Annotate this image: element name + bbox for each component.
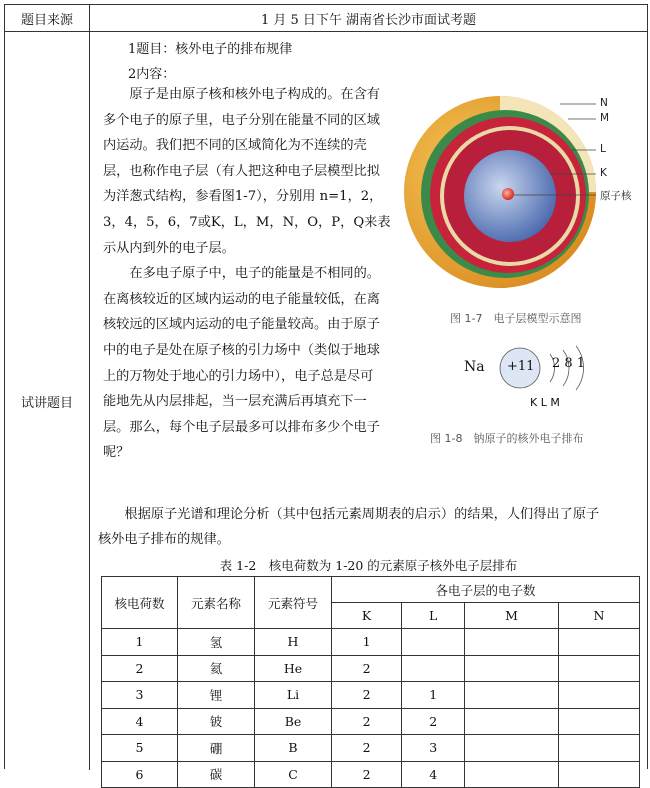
cell-charge: 2 — [102, 655, 178, 682]
cell-name: 铍 — [178, 708, 255, 735]
content-line: 2内容： — [128, 67, 176, 82]
cell-name: 氦 — [178, 655, 255, 682]
para2-line: 核较远的区域内运动的电子能量较高。由于原子 — [103, 317, 380, 333]
label-N: N — [600, 97, 608, 109]
content-cell — [90, 32, 647, 783]
cell-M — [465, 629, 559, 656]
source-value: 1 月 5 日下午 湖南省长沙市面试考题 — [260, 12, 477, 28]
cell-K: 2 — [332, 655, 402, 682]
na-charge: +11 — [507, 359, 535, 374]
para1-line: 为洋葱式结构，参看图1-7），分别用 n=1，2， — [103, 189, 383, 205]
label-K: K — [600, 167, 607, 179]
para1-line: 示从内到外的电子层。 — [103, 240, 235, 256]
section-label: 试讲题目 — [5, 32, 90, 770]
cell-symbol: He — [255, 655, 332, 682]
electron-config-table — [101, 576, 640, 788]
rule-intro-line: 根据原子光谱和理论分析（其中包括元素周期表的启示）的结果，人们得出了原子 — [124, 507, 600, 522]
cell-name: 锂 — [178, 682, 255, 709]
para1-line: 层，也称作电子层（有人把这种电子层模型比拟 — [103, 163, 380, 179]
table-row — [102, 629, 640, 656]
cell-L: 2 — [402, 708, 465, 735]
cell-L: 1 — [402, 682, 465, 709]
para2-line: 中的电子是处在原子核的引力场中（类似于地球 — [103, 342, 380, 358]
para2 — [103, 261, 393, 466]
th-M: M — [465, 603, 559, 629]
na-shell-letters: K L M — [530, 396, 560, 409]
cell-L: 3 — [402, 735, 465, 762]
para1-line: 原子是由原子核和核外电子构成的。在含有 — [129, 87, 380, 102]
para1-line: 内运动。我们把不同的区域简化为不连续的壳 — [103, 138, 367, 154]
na-symbol: Na — [464, 359, 485, 375]
cell-charge: 5 — [102, 735, 178, 762]
table-row — [102, 761, 640, 788]
cell-N — [558, 682, 639, 709]
nucleus — [502, 188, 514, 200]
figure-panel — [400, 82, 645, 452]
cell-name: 氢 — [178, 629, 255, 656]
cell-N — [558, 629, 639, 656]
th-group: 各电子层的电子数 — [332, 577, 640, 603]
cell-M — [465, 735, 559, 762]
cell-M — [465, 761, 559, 788]
cell-M — [465, 682, 559, 709]
cell-K: 2 — [332, 761, 402, 788]
cell-K: 2 — [332, 682, 402, 709]
cell-name: 碳 — [178, 761, 255, 788]
caption-fig-1-7: 图 1-7 电子层模型示意图 — [450, 312, 582, 325]
table-caption: 表 1-2 核电荷数为 1-20 的元素原子核外电子层排布 — [219, 558, 518, 573]
table-row — [102, 735, 640, 762]
table-row — [102, 708, 640, 735]
cell-charge: 4 — [102, 708, 178, 735]
cell-charge: 6 — [102, 761, 178, 788]
para2-line: 层。那么，每个电子层最多可以排布多少个电子 — [103, 419, 380, 435]
para1-line: 多个电子的原子里，电子分别在能量不同的区域 — [103, 112, 380, 128]
th-charge: 核电荷数 — [102, 577, 178, 629]
cell-K: 2 — [332, 735, 402, 762]
para2-line: 在多电子原子中，电子的能量是不相同的。 — [129, 266, 380, 282]
para1 — [103, 82, 393, 261]
cell-L: 4 — [402, 761, 465, 788]
caption-fig-1-8: 图 1-8 钠原子的核外电子排布 — [430, 432, 584, 445]
textbook-paragraphs — [103, 82, 393, 466]
para2-line: 呢？ — [103, 445, 130, 461]
th-symbol: 元素符号 — [255, 577, 332, 629]
cell-M — [465, 708, 559, 735]
cell-K: 1 — [332, 629, 402, 656]
cell-N — [558, 708, 639, 735]
th-N: N — [558, 603, 639, 629]
label-M: M — [600, 112, 610, 124]
cell-symbol: B — [255, 735, 332, 762]
cell-K: 2 — [332, 708, 402, 735]
document-table — [4, 4, 648, 783]
th-K: K — [332, 603, 402, 629]
rule-intro — [98, 502, 643, 552]
cell-symbol: Li — [255, 682, 332, 709]
source-label: 题目来源 — [5, 5, 90, 31]
cell-symbol: Be — [255, 708, 332, 735]
header-row — [5, 5, 647, 32]
cell-L — [402, 629, 465, 656]
topic-line: 1题目：核外电子的排布规律 — [128, 42, 293, 57]
cell-charge: 1 — [102, 629, 178, 656]
cell-charge: 3 — [102, 682, 178, 709]
th-L: L — [402, 603, 465, 629]
na-electron-counts: 2 8 1 — [552, 356, 586, 371]
cell-L — [402, 655, 465, 682]
table-row — [102, 682, 640, 709]
cell-N — [558, 735, 639, 762]
th-name: 元素名称 — [178, 577, 255, 629]
para2-line: 上的万物处于地心的引力场中），电子总是尽可 — [103, 368, 374, 384]
rule-intro-line: 核外电子排布的规律。 — [98, 532, 230, 547]
label-L: L — [600, 143, 606, 155]
table-row — [102, 655, 640, 682]
cell-name: 硼 — [178, 735, 255, 762]
cell-symbol: H — [255, 629, 332, 656]
para2-line: 在离核较近的区域内运动的电子能量较低，在离 — [103, 291, 380, 307]
para2-line: 能地先从内层排起，当一层充满后再填充下一 — [103, 394, 367, 410]
cell-symbol: C — [255, 761, 332, 788]
cell-M — [465, 655, 559, 682]
cell-N — [558, 761, 639, 788]
electron-shell-model-image — [400, 82, 645, 452]
para1-line: 3，4，5，6，7或K，L，M，N，O，P，Q来表 — [103, 214, 391, 230]
label-nucleus: 原子核 — [600, 190, 632, 202]
cell-N — [558, 655, 639, 682]
